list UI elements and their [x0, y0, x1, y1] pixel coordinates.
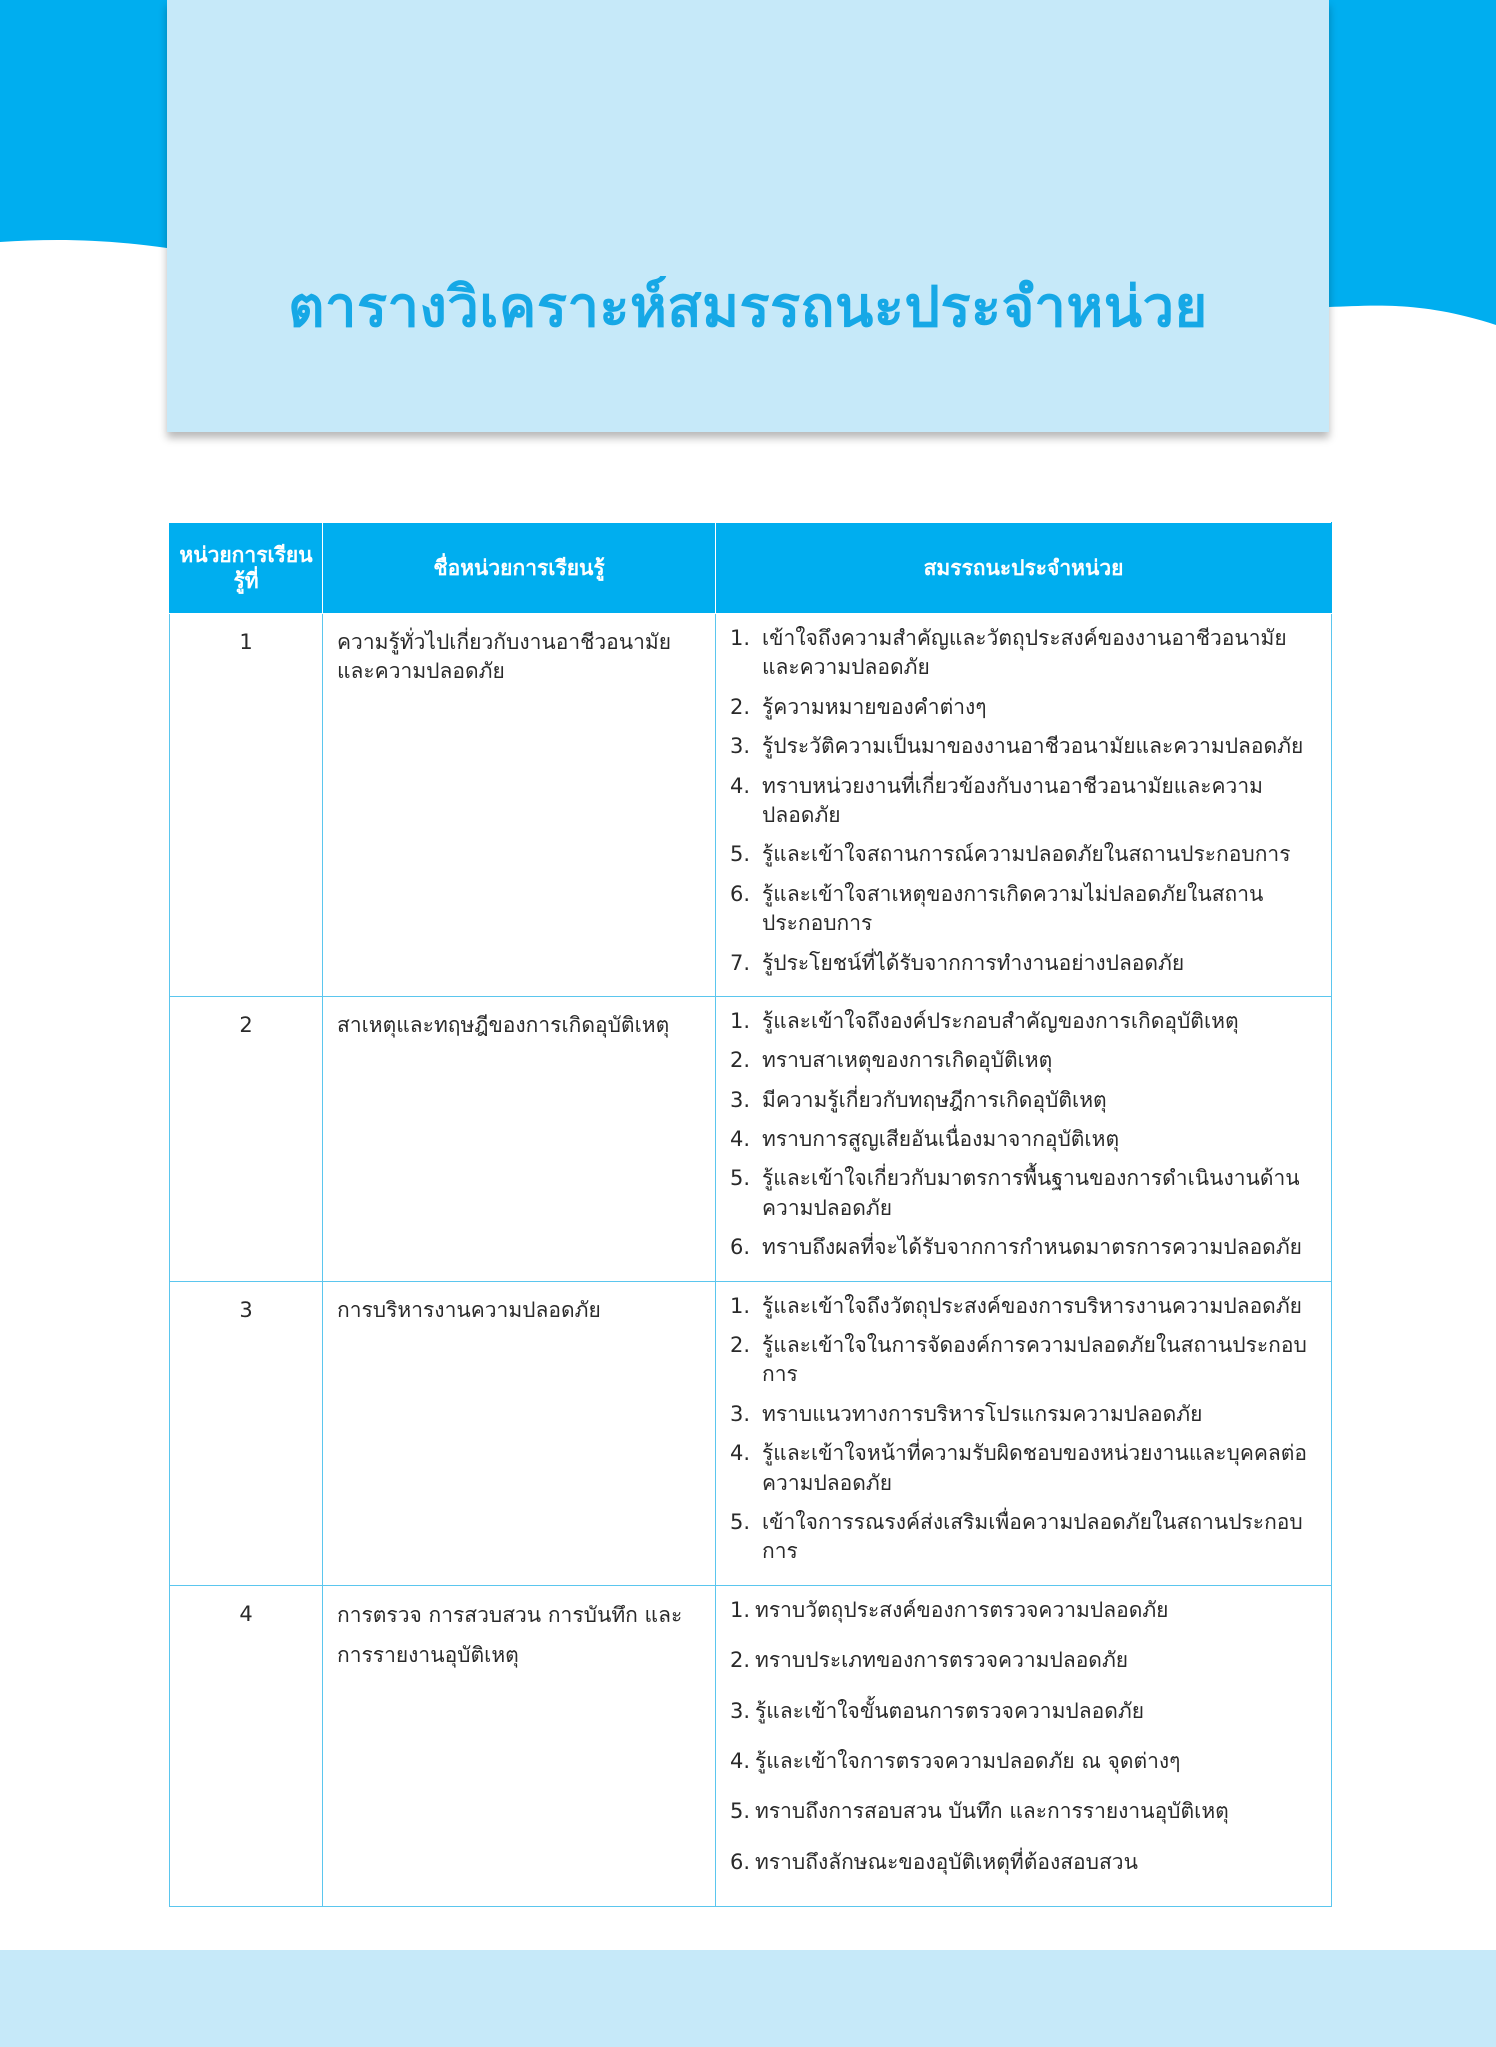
competency-item [730, 1233, 1321, 1262]
item-number: 4. [730, 1127, 751, 1152]
title-card [167, 0, 1329, 432]
item-text: ทราบหน่วยงานที่เกี่ยวข้องกับงานอาชีวอนามัยและความปลอดภัย [762, 773, 1263, 827]
item-number: 5. [730, 842, 751, 867]
item-text: รู้และเข้าใจสถานการณ์ความปลอดภัยในสถานประกอบการ [762, 842, 1291, 867]
competency-list [730, 1596, 1321, 1877]
unit-number: 1 [170, 614, 323, 997]
competency-item [730, 1086, 1321, 1115]
item-text: รู้ประโยชน์ที่ได้รับจากการทำงานอย่างปลอดภัย [762, 950, 1185, 975]
item-number: 1. [730, 1597, 751, 1622]
item-text: ทราบวัตถุประสงค์ของการตรวจความปลอดภัย [755, 1597, 1169, 1622]
item-number: 5. [730, 1799, 751, 1824]
item-number: 2. [730, 1333, 751, 1358]
competency-item [730, 1646, 1321, 1675]
item-text: ทราบถึงการสอบสวน บันทึก และการรายงานอุบัติเหตุ [755, 1799, 1229, 1824]
item-number: 3. [730, 1401, 751, 1426]
competency-cell [716, 1585, 1332, 1906]
item-text: ทราบถึงลักษณะของอุบัติเหตุที่ต้องสอบสวน [755, 1849, 1138, 1874]
item-number: 1. [730, 1293, 751, 1318]
unit-number: 2 [170, 996, 323, 1281]
competency-item [730, 880, 1321, 939]
header-unit-number: หน่วยการเรียนรู้ที่ [170, 523, 323, 614]
item-text: ทราบประเภทของการตรวจความปลอดภัย [755, 1648, 1129, 1673]
item-number: 2. [730, 694, 751, 719]
table-header-row [170, 523, 1332, 614]
header-competencies: สมรรถนะประจำหน่วย [716, 523, 1332, 614]
competency-item [730, 1292, 1321, 1321]
item-text: รู้และเข้าใจเกี่ยวกับมาตรการพื้นฐานของการดำเนินงานด้านความปลอดภัย [762, 1166, 1300, 1220]
competency-item [730, 1848, 1321, 1877]
unit-name: สาเหตุและทฤษฎีของการเกิดอุบัติเหตุ [323, 996, 716, 1281]
competency-table [169, 522, 1332, 1907]
footer-band [0, 1950, 1496, 2047]
item-number: 5. [730, 1509, 751, 1534]
competency-item [730, 1046, 1321, 1075]
competency-list [730, 624, 1321, 978]
item-text: รู้และเข้าใจสาเหตุของการเกิดความไม่ปลอดภัยในสถานประกอบการ [762, 881, 1264, 936]
competency-item [730, 1125, 1321, 1154]
competency-item [730, 1747, 1321, 1776]
competency-item [730, 1697, 1321, 1726]
table-row [170, 1281, 1332, 1585]
unit-number: 3 [170, 1281, 323, 1585]
competency-item [730, 1400, 1321, 1429]
item-text: รู้และเข้าใจถึงวัตถุประสงค์ของการบริหารงานความปลอดภัย [762, 1293, 1302, 1318]
competency-item [730, 732, 1321, 761]
item-text: ทราบสาเหตุของการเกิดอุบัติเหตุ [762, 1048, 1053, 1073]
competency-list [730, 1007, 1321, 1263]
competency-item [730, 840, 1321, 869]
item-number: 6. [730, 1235, 751, 1260]
table-row [170, 1585, 1332, 1906]
item-number: 2. [730, 1048, 751, 1073]
competency-item [730, 1439, 1321, 1498]
item-text: รู้และเข้าใจหน้าที่ความรับผิดชอบของหน่วยงานและบุคคลต่อความปลอดภัย [762, 1441, 1308, 1495]
item-text: ทราบแนวทางการบริหารโปรแกรมความปลอดภัย [762, 1401, 1203, 1426]
item-number: 6. [730, 881, 751, 906]
competency-item [730, 1797, 1321, 1826]
competency-cell [716, 1281, 1332, 1585]
item-number: 1. [730, 626, 751, 650]
item-number: 6. [730, 1849, 751, 1874]
table-row [170, 614, 1332, 997]
item-number: 4. [730, 773, 751, 798]
competency-cell [716, 614, 1332, 997]
unit-name: ความรู้ทั่วไปเกี่ยวกับงานอาชีวอนามัยและความปลอดภัย [323, 614, 716, 997]
item-text: รู้และเข้าใจขั้นตอนการตรวจความปลอดภัย [755, 1698, 1145, 1723]
item-text: รู้ความหมายของคำต่างๆ [762, 694, 987, 719]
table-row [170, 996, 1332, 1281]
item-number: 4. [730, 1441, 751, 1466]
competency-list [730, 1292, 1321, 1567]
item-number: 3. [730, 1087, 751, 1112]
competency-item [730, 693, 1321, 722]
competency-item [730, 624, 1321, 683]
item-number: 3. [730, 734, 751, 759]
unit-name: การตรวจ การสวบสวน การบันทึก และการรายงานอุบัติเหตุ [323, 1585, 716, 1906]
unit-number: 4 [170, 1585, 323, 1906]
item-text: รู้ประวัติความเป็นมาของงานอาชีวอนามัยและความปลอดภัย [762, 734, 1304, 759]
item-number: 1. [730, 1008, 751, 1033]
item-text: เข้าใจการรณรงค์ส่งเสริมเพื่อความปลอดภัยในสถานประกอบการ [762, 1509, 1303, 1564]
item-number: 5. [730, 1166, 751, 1191]
item-text: รู้และเข้าใจในการจัดองค์การความปลอดภัยในสถานประกอบการ [762, 1333, 1307, 1387]
item-number: 7. [730, 950, 751, 975]
competency-item [730, 1331, 1321, 1390]
competency-item [730, 772, 1321, 831]
item-text: รู้และเข้าใจถึงองค์ประกอบสำคัญของการเกิดอุบัติเหตุ [762, 1008, 1239, 1033]
unit-name: การบริหารงานความปลอดภัย [323, 1281, 716, 1585]
competency-item [730, 1596, 1321, 1625]
competency-item [730, 1164, 1321, 1223]
item-number: 3. [730, 1698, 751, 1723]
item-number: 4. [730, 1748, 751, 1773]
header-unit-name: ชื่อหน่วยการเรียนรู้ [323, 523, 716, 614]
page-title: ตารางวิเคราะห์สมรรถนะประจำหน่วย [288, 275, 1208, 340]
competency-item [730, 949, 1321, 978]
item-text: มีความรู้เกี่ยวกับทฤษฎีการเกิดอุบัติเหตุ [762, 1087, 1107, 1112]
competency-item [730, 1508, 1321, 1567]
item-text: เข้าใจถึงความสำคัญและวัตถุประสงค์ของงานอาชีวอนามัยและความปลอดภัย [762, 626, 1287, 680]
item-number: 2. [730, 1648, 751, 1673]
competency-item [730, 1007, 1321, 1036]
item-text: ทราบถึงผลที่จะได้รับจากการกำหนดมาตรการความปลอดภัย [762, 1235, 1302, 1260]
item-text: ทราบการสูญเสียอันเนื่องมาจากอุบัติเหตุ [762, 1127, 1120, 1152]
item-text: รู้และเข้าใจการตรวจความปลอดภัย ณ จุดต่างๆ [755, 1748, 1181, 1773]
competency-cell [716, 996, 1332, 1281]
